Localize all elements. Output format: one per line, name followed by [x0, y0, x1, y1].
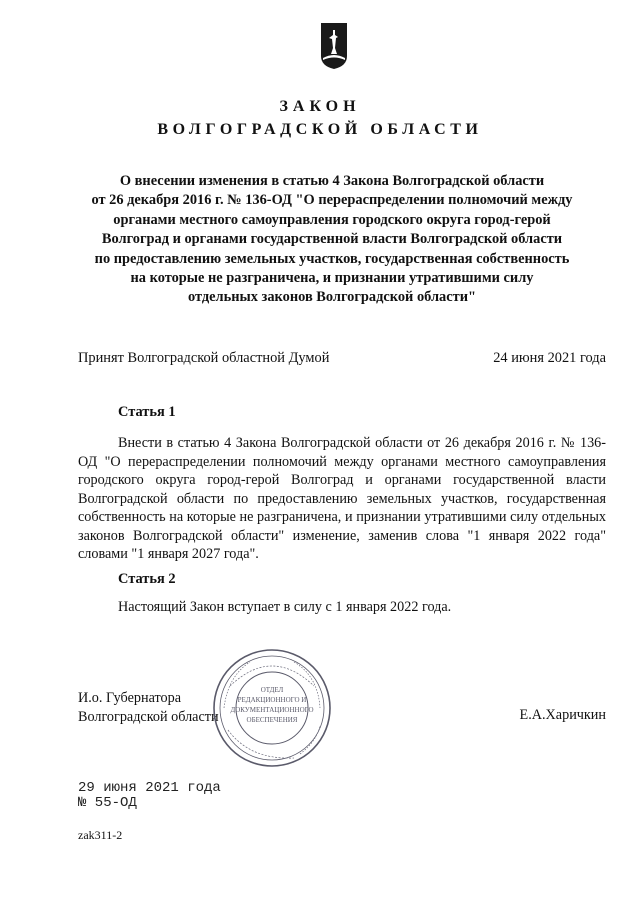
- article-1-heading: Статья 1: [118, 404, 176, 420]
- signing-date: 29 июня 2021 года: [78, 780, 221, 796]
- stamp-text: РЕДАКЦИОННОГО И: [237, 696, 307, 704]
- article-2-heading: Статья 2: [118, 571, 176, 587]
- signatory-name: Е.А.Харичкин: [519, 707, 606, 723]
- title-line: Волгоград и органами государственной власти Волгоградской области: [101, 231, 563, 248]
- title-line: О внесении изменения в статью 4 Закона Волгоградской области: [119, 173, 545, 189]
- position-line: И.о. Губернатора: [78, 690, 181, 706]
- law-number: № 55-ОД: [78, 795, 137, 811]
- law-title: [60, 172, 604, 308]
- title-line: по предоставлению земельных участков, государственная собственность: [94, 250, 570, 267]
- title-line: на которые не разграничена, и признании утратившими силу: [130, 270, 534, 287]
- title-line: от 26 декабря 2016 г. № 136-ОД "О перераспределении полномочий между: [91, 192, 573, 209]
- position-line: Волгоградской области: [78, 708, 219, 725]
- document-code: zak311-2: [78, 828, 123, 842]
- law-heading: ЗАКОН: [279, 98, 361, 115]
- stamp-text: ОТДЕЛ: [260, 686, 284, 694]
- title-line: отдельных законов Волгоградской области": [187, 289, 476, 306]
- stamp-text: ДОКУМЕНТАЦИОННОГО: [230, 706, 314, 714]
- title-line: органами местного самоуправления городского округа город-герой: [113, 211, 551, 228]
- signatory-position: [78, 689, 219, 726]
- adopted-by: Принят Волгоградской областной Думой: [78, 350, 330, 366]
- stamp-text: ОБЕСПЕЧЕНИЯ: [246, 716, 298, 724]
- region-heading: ВОЛГОГРАДСКОЙ ОБЛАСТИ: [157, 121, 483, 138]
- article-2-text: Настоящий Закон вступает в силу с 1 января 2022 года.: [118, 599, 452, 615]
- article-1-text: Внести в статью 4 Закона Волгоградской области от 26 декабря 2016 г. № 136-ОД "О перераспределении полномочий между органами местного самоуправления городского округа город-герой Волгоград и органами государственной власти Волгоградской области по предоставлению земельных участков, государственная собственность на которые не разграничена, и признании утратившими силу отдельных законов Волгоградской области" изменение, заменив слова "1 января 2022 года" словами "1 января 2027 года".: [78, 435, 606, 562]
- adopted-date: 24 июня 2021 года: [493, 350, 606, 366]
- official-stamp-icon: [210, 646, 334, 770]
- coat-of-arms-icon: [320, 22, 348, 70]
